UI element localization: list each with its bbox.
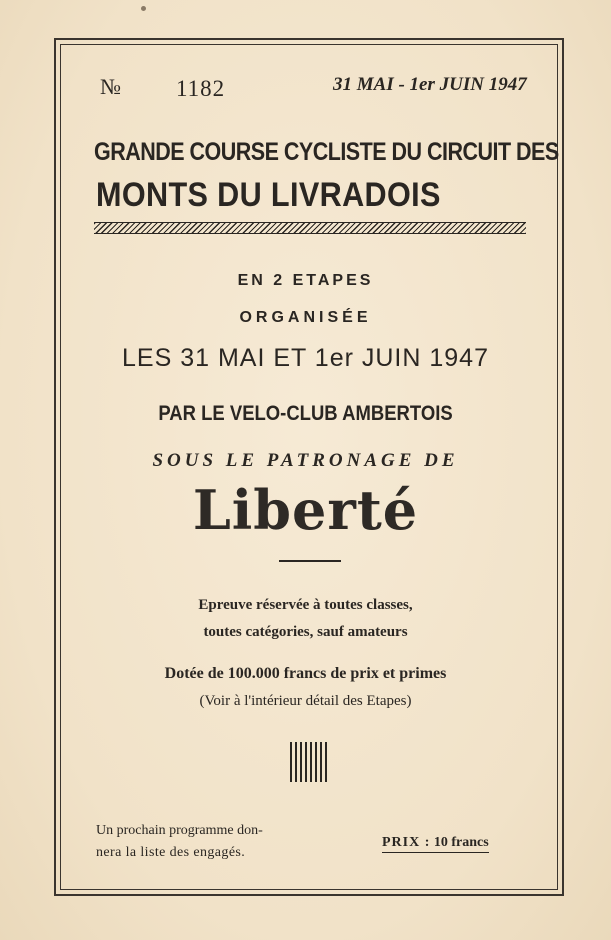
eligibility-line-2: toutes catégories, sauf amateurs — [203, 624, 408, 640]
sponsor-name: Liberté — [192, 478, 419, 542]
stages-text: EN 2 ETAPES — [237, 272, 374, 289]
price-block — [382, 835, 489, 853]
organised-text: ORGANISÉE — [239, 309, 372, 326]
footer-note-line-1: Un prochain programme don- — [96, 823, 263, 838]
prize-text: Dotée de 100.000 francs de prix et primes — [164, 665, 447, 682]
details-note: (Voir à l'intérieur détail des Etapes) — [199, 693, 412, 709]
footer-note-line-2: nera la liste des engagés. — [96, 845, 246, 860]
event-dates: LES 31 MAI ET 1er JUIN 1947 — [122, 344, 489, 372]
number-label: № — [100, 74, 121, 99]
bars-ornament — [290, 742, 330, 782]
hatched-rule — [94, 222, 526, 234]
title-line-2: MONTS DU LIVRADOIS — [96, 176, 441, 214]
header-date: 31 MAI - 1er JUIN 1947 — [333, 74, 527, 95]
organizer-text: PAR LE VELO-CLUB AMBERTOIS — [158, 402, 453, 425]
patronage-text: SOUS LE PATRONAGE DE — [152, 450, 459, 471]
price-label: PRIX : — [382, 835, 431, 850]
ticket-number: 1182 — [176, 76, 226, 101]
price-value: 10 francs — [433, 835, 489, 850]
paper-speck — [141, 6, 146, 11]
eligibility-line-1: Epreuve réservée à toutes classes, — [198, 597, 413, 613]
divider-rule — [279, 560, 341, 562]
title-line-1: GRANDE COURSE CYCLISTE DU CIRCUIT DES — [94, 138, 559, 166]
